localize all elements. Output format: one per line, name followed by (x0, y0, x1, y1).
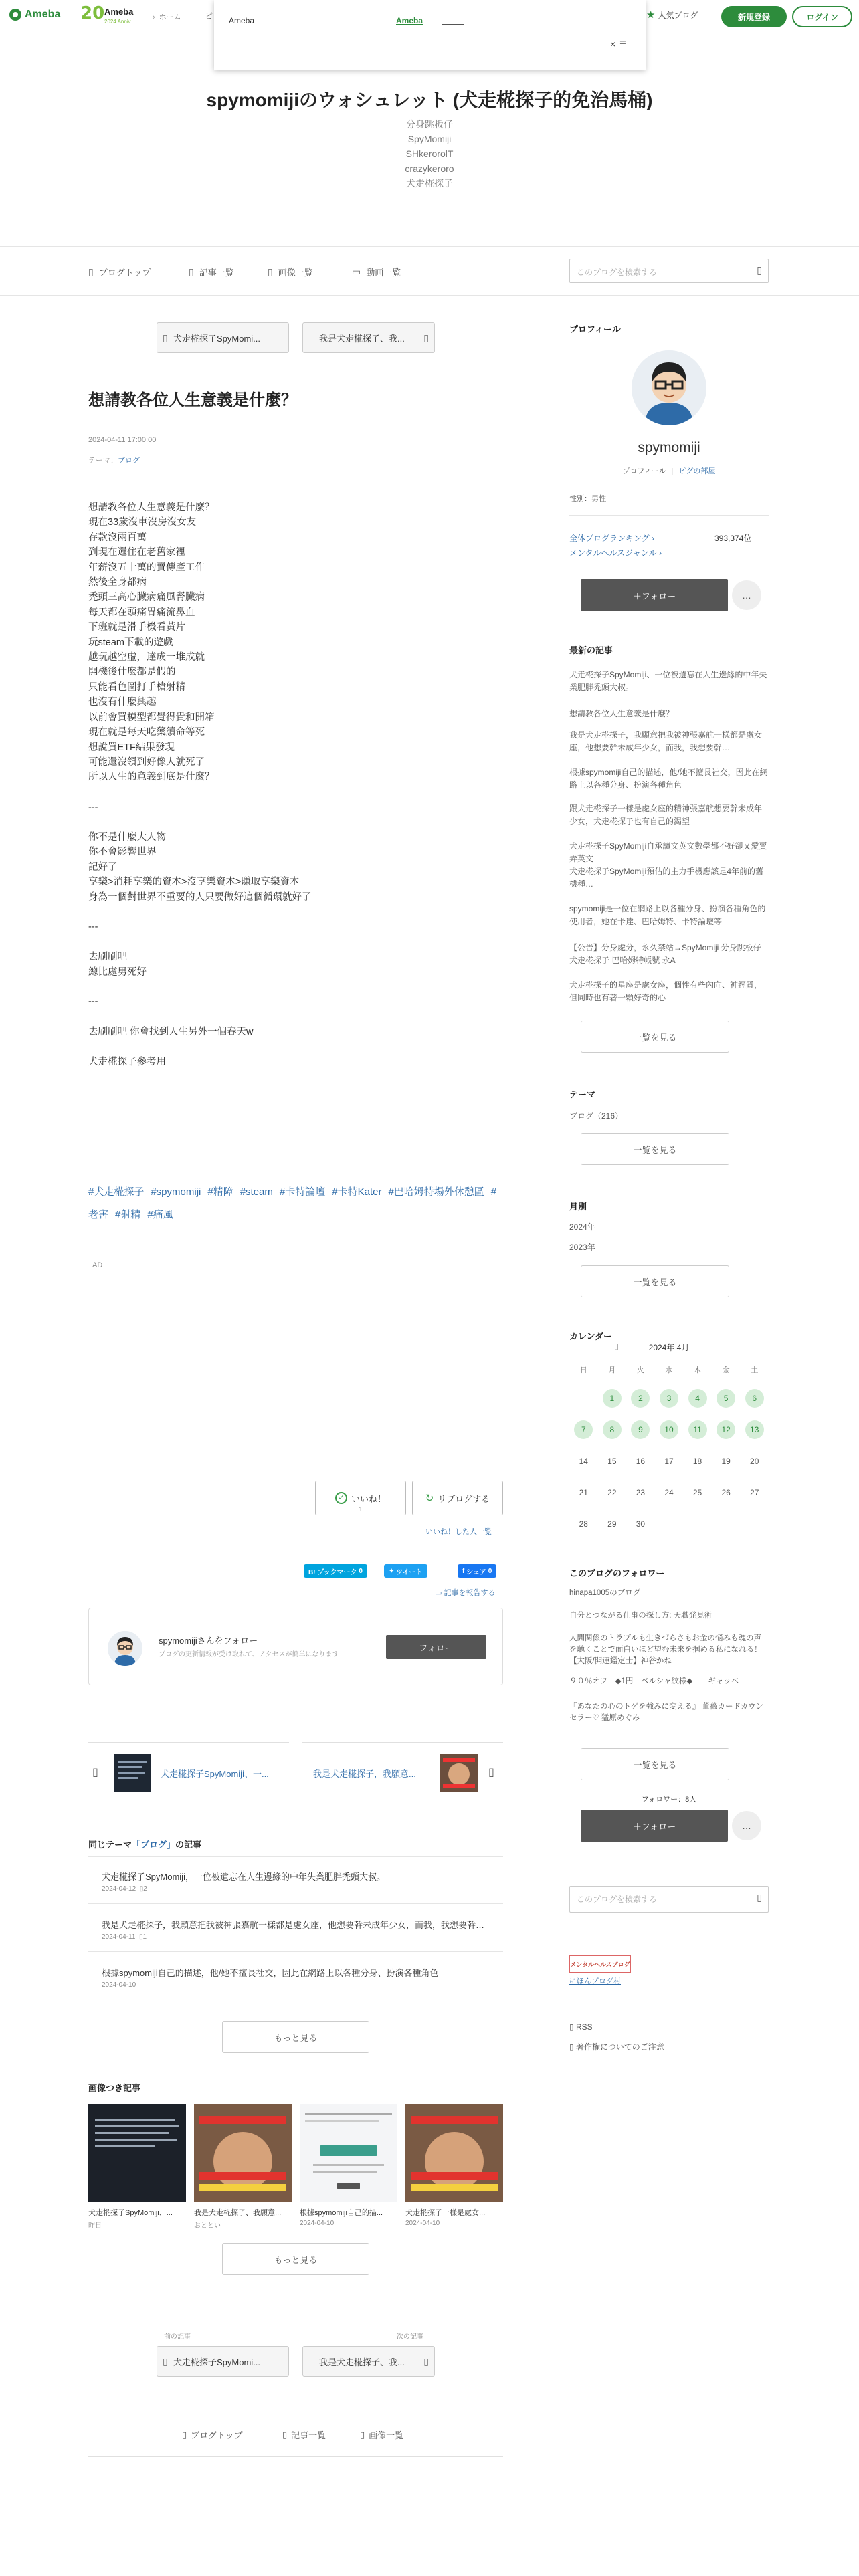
next-article-title: 我是犬走椛探子、我... (319, 333, 405, 344)
calendar-cell (683, 1388, 712, 1409)
follow-button[interactable]: ＋フォロー (581, 579, 728, 611)
calendar-cell (626, 1388, 655, 1409)
chevron-left-icon: ▯ (92, 1767, 98, 1778)
home-icon: ▯ (88, 266, 94, 277)
divider (88, 1951, 503, 1952)
genre-ranking-link[interactable]: メンタルヘルスジャンル › (569, 548, 662, 558)
prev-article-button[interactable] (157, 2346, 289, 2377)
calendar-day-posted[interactable]: 10 (660, 1420, 678, 1439)
nav-label: 動画一覧 (366, 267, 401, 278)
blog-description-line: SHkerorolT (405, 148, 454, 159)
followers-heading: このブログのフォロワー (569, 1568, 665, 1578)
hatena-label: B! ブックマーク (308, 1568, 357, 1576)
comment-icon: ▯ (139, 1885, 144, 1893)
calendar-day: 20 (750, 1457, 759, 1466)
popup-underline (442, 24, 464, 25)
image-post-date: 2024-04-10 (405, 2220, 440, 2227)
ameba-logo-icon (9, 9, 21, 21)
prev-article-title: 犬走椛探子SpyMomi... (173, 2357, 261, 2367)
tweet-label: ツイート (396, 1568, 423, 1576)
monthly-heading: 月別 (569, 1202, 587, 1212)
more-image-posts-button[interactable]: もっと見る (222, 2243, 369, 2275)
hashtag-link[interactable]: #痛風 (147, 1209, 173, 1220)
image-icon: ▯ (268, 266, 273, 277)
like-label: いいね！ (351, 1493, 386, 1504)
divider (88, 1856, 503, 1857)
follow-box-subtext: ブログの更新情報が受け取れて、アクセスが簡単になります (159, 1651, 339, 1658)
calendar-day-posted[interactable]: 4 (688, 1389, 707, 1408)
calendar-cell (740, 1419, 769, 1440)
twitter-icon: ✦ (389, 1567, 395, 1575)
calendar-weekday: 木 (694, 1366, 702, 1374)
avatar[interactable] (108, 1631, 142, 1666)
calendar-day: 17 (664, 1457, 674, 1466)
hashtag-link[interactable]: #犬走椛探子 (88, 1186, 145, 1198)
image-post-date: 昨日 (88, 2222, 102, 2230)
pigg-room-link[interactable]: ピグの部屋 (678, 467, 716, 475)
calendar-day-posted[interactable]: 12 (717, 1420, 735, 1439)
document-icon: ▯ (569, 2042, 574, 2052)
next-article-nav-title: 我是犬走椛探子，我願意... (313, 1769, 416, 1779)
thumbnail-image (405, 2104, 503, 2202)
post-date: 2024-04-11 17:00:00 (88, 436, 157, 444)
chevron-left-icon: ▯ (163, 2356, 168, 2367)
recent-post-link[interactable]: 跟犬走椛探子一樣是處女座的精神張嘉航想要幹未成年少女，犬走椛探子也有自己的渴望 (569, 804, 763, 826)
image-post-thumbnail (88, 2104, 186, 2202)
recent-post-link[interactable]: 我是犬走椛探子，我願意把我被神張嘉航一樣都是處女座，他想要幹未成年少女，而我，我想要幹… (569, 730, 763, 752)
image-posts-heading: 画像つき記事 (88, 2083, 141, 2093)
calendar-day-posted[interactable]: 11 (688, 1420, 707, 1439)
same-theme-item-meta (102, 1885, 147, 1893)
chevron-left-icon: ▯ (163, 332, 168, 343)
calendar-cell (740, 1388, 769, 1409)
same-theme-suffix: の記事 (175, 1840, 202, 1850)
like-count: 1 (359, 1506, 363, 1513)
ad-label: AD (92, 1261, 103, 1269)
list-icon: ▯ (282, 2429, 288, 2440)
overall-ranking-link[interactable]: 全体ブログランキング › (569, 534, 654, 543)
blog-description-line: crazykeroro (405, 163, 454, 174)
pigg-link[interactable]: ピ (205, 11, 213, 21)
nav-image-list[interactable] (268, 265, 313, 278)
image-icon: ▯ (360, 2429, 365, 2440)
ameba-logo[interactable] (9, 9, 60, 21)
image-post-card[interactable] (194, 2104, 292, 2230)
calendar-day: 19 (721, 1457, 731, 1466)
divider: | (671, 467, 674, 475)
nav-label: 記事一覧 (199, 267, 234, 278)
sidebar-search-input[interactable] (569, 1886, 769, 1913)
image-post-caption: 根據spymomiji自己的描... (300, 2209, 383, 2217)
calendar-day: 27 (750, 1488, 759, 1497)
blog-description (0, 117, 859, 191)
calendar-title: 2024年 4月 (648, 1343, 690, 1352)
prev-article-nav-title: 犬走椛探子SpyMomiji、一... (161, 1769, 269, 1779)
follower-blog-link[interactable]: 『あなたの心のトゲを強みに変える』 董薇カードカウンセラー♡ 猛原めぐみ (569, 1703, 764, 1722)
calendar-day: 26 (721, 1488, 731, 1497)
calendar-grid (569, 1362, 769, 1535)
calendar-day: 22 (607, 1488, 617, 1497)
reblog-button[interactable] (412, 1481, 503, 1515)
same-theme-item-title[interactable]: 我是犬走椛探子，我願意把我被神張嘉航一樣都是處女座，他想要幹未成年少女，而我，我想要幹… (102, 1920, 485, 1930)
global-nav (0, 246, 859, 296)
facebook-share-button[interactable] (458, 1564, 496, 1578)
search-input[interactable] (569, 259, 769, 283)
recent-post-link[interactable]: 想請教各位人生意義是什麼？ (569, 709, 674, 718)
follower-blog-link[interactable]: hinapa1005のブログ (569, 1589, 641, 1597)
blog-description-line: 分身跳板仔 (406, 119, 453, 130)
calendar-cell (598, 1419, 627, 1440)
hashtag-link[interactable]: #spymomiji (151, 1186, 201, 1198)
calendar-day-posted[interactable]: 1 (603, 1389, 622, 1408)
calendar-day: 14 (579, 1457, 588, 1466)
calendar-day-posted[interactable]: 8 (603, 1420, 622, 1439)
video-icon: ▭ (352, 266, 361, 277)
thumbnail-image (440, 1754, 478, 1792)
calendar-cell (712, 1419, 741, 1440)
calendar-empty-cell (655, 1513, 684, 1535)
calendar-empty-cell (569, 1388, 598, 1409)
follow-box-name: spymomijiさんをフォロー (159, 1636, 258, 1646)
calendar-day-posted[interactable]: 13 (745, 1420, 764, 1439)
calendar-cell (626, 1419, 655, 1440)
hatena-count: 0 (359, 1567, 363, 1575)
footer-nav-label: ブログトップ (191, 2430, 243, 2440)
calendar-day-posted[interactable]: 2 (631, 1389, 650, 1408)
footer-nav-blog-top[interactable] (182, 2428, 243, 2441)
nav-article-list[interactable] (189, 265, 234, 278)
same-theme-name[interactable]: 「ブログ」 (132, 1840, 176, 1850)
profile-link[interactable]: プロフィール (622, 467, 666, 475)
calendar-weekday: 火 (636, 1366, 644, 1374)
report-label: 記事を報告する (444, 1589, 496, 1597)
divider (569, 515, 769, 516)
footer-nav-image-list[interactable] (360, 2428, 403, 2441)
follow-box (88, 1608, 503, 1685)
chevron-right-icon: ▯ (423, 2356, 429, 2367)
same-theme-item-title[interactable]: 犬走椛探子SpyMomiji，一位被遺忘在人生邊緣的中年失業肥胖禿頭大叔。 (102, 1872, 385, 1882)
more-options-button[interactable]: … (732, 1811, 761, 1840)
calendar-day-posted[interactable]: 9 (631, 1420, 650, 1439)
calendar-weekday: 水 (665, 1366, 673, 1374)
search-icon[interactable]: ▯ (757, 1892, 762, 1903)
prev-article-title: 犬走椛探子SpyMomi... (173, 333, 261, 344)
rss-link[interactable] (569, 2022, 593, 2032)
calendar-day-posted[interactable]: 6 (745, 1389, 764, 1408)
hashtag-list (88, 1181, 503, 1226)
hashtag-link[interactable]: #卡特論壇 (279, 1186, 326, 1198)
comment-count: 2 (143, 1885, 147, 1893)
like-icon: ✓ (335, 1492, 347, 1504)
ranking-label: メンタルヘルスジャンル (569, 548, 657, 558)
calendar-cell (655, 1419, 684, 1440)
calendar-day: 24 (664, 1488, 674, 1497)
recent-post-link[interactable]: 犬走椛探子SpyMomiji預估的主力手機應該是4年前的舊機種… (569, 867, 764, 889)
calendar-day: 28 (579, 1519, 588, 1529)
prev-article-nav[interactable] (88, 1742, 289, 1802)
list-icon: ▯ (189, 266, 194, 277)
same-theme-heading (88, 1838, 201, 1850)
calendar-weekday: 金 (722, 1366, 730, 1374)
popup-link[interactable]: Ameba (396, 16, 423, 25)
home-link[interactable]: › ホーム (153, 11, 181, 22)
same-theme-prefix: 同じテーマ (88, 1840, 132, 1850)
chevron-right-icon: ▯ (423, 332, 429, 343)
theme-item-link[interactable]: ブログ（216） (569, 1111, 624, 1121)
anniversary-logo (80, 5, 138, 29)
calendar-day-posted[interactable]: 7 (574, 1420, 593, 1439)
recent-post-link[interactable]: spymomiji是一位在網路上以各種分身、扮演各種角色的使用者，她在卡達、巴哈姆特、卡特論壇等 (569, 904, 766, 926)
blog-description-line: SpyMomiji (407, 134, 452, 144)
calendar-cell (569, 1419, 598, 1440)
calendar-day: 16 (636, 1457, 646, 1466)
theme-heading: テーマ (569, 1089, 596, 1099)
prev-article-thumbnail (114, 1754, 151, 1792)
recent-posts-see-list-button[interactable]: 一覧を見る (581, 1021, 729, 1053)
mental-health-blog-banner[interactable]: メンタルヘルスブログ (569, 1955, 631, 1973)
calendar-prev-icon[interactable]: ▯ (614, 1341, 619, 1351)
profile-name[interactable]: spymomiji (638, 440, 700, 455)
image-post-caption: 犬走椛探子一樣是處女... (405, 2209, 486, 2217)
followers-see-list-button[interactable]: 一覧を見る (581, 1748, 729, 1780)
search-icon[interactable]: ▯ (757, 265, 762, 276)
recent-post-link[interactable]: 犬走椛探子的星座是處女座，個性有些內向、神經質，但同時也有著一顆好奇的心 (569, 980, 763, 1002)
facebook-count: 0 (488, 1567, 492, 1575)
hashtag-link[interactable]: #射精 (115, 1209, 141, 1220)
theme-see-list-button[interactable]: 一覧を見る (581, 1133, 729, 1165)
image-post-caption: 我是犬走椛探子、我願意... (194, 2209, 282, 2217)
profile-links (569, 465, 769, 476)
item-date: 2024-04-10 (102, 1981, 136, 1989)
anniversary-number: 20 (80, 3, 105, 23)
crown-icon: ★ (646, 9, 656, 21)
thumbnail-image (194, 2104, 292, 2202)
menu-icon[interactable]: ☰ (619, 38, 626, 46)
calendar-cell (683, 1419, 712, 1440)
hashtag-link[interactable]: #老害 (88, 1186, 497, 1220)
follow-button[interactable]: フォロー (386, 1635, 486, 1659)
facebook-label: シェア (466, 1568, 486, 1576)
hashtag-link[interactable]: #巴哈姆特場外休憩區 (388, 1186, 484, 1198)
item-date: 2024-04-12 (102, 1885, 136, 1893)
follower-blog-link[interactable]: ９０％オフ ◆1円 ベルシャ紋様◆ ギャッベ (569, 1677, 739, 1685)
profile-gender: 性別：男性 (569, 495, 606, 503)
image-post-date: 2024-04-10 (300, 2220, 335, 2227)
recent-post-link[interactable]: 犬走椛探子SpyMomiji、一位被遺忘在人生邊緣的中年失業肥胖禿頭大叔。 (569, 670, 767, 692)
footer-nav (88, 2409, 503, 2457)
same-theme-item-meta (102, 1933, 147, 1941)
next-article-label: 次の記事 (397, 2333, 423, 2341)
calendar-cell (712, 1388, 741, 1409)
calendar-day: 30 (636, 1519, 646, 1529)
post-body: 想請教各位人生意義是什麼？ 現在33歲沒車沒房沒女友 存款沒兩百萬 到現在還住在老舊家裡 年薪沒五十萬的賣傳產工作 然後全身都病 禿頭三高心臟病痛風腎臟病 每天都在頭痛胃痛流鼻血 下班就是滑手機看黃片 玩steam下載的遊戲 越玩越空虛，達成一堆成就 開機後什麼都是假的 只能看色圖打手槍射精 也沒有什麼興趣 以前會買模型都覺得貴和開箱 現在就是每天吃藥續命等死 想說買ETF結果發現 可能還沒領到好像人就死了 所以人生的意義到底是什麼？ --- 你不是什麼大人物 你不會影響世界 記好了 享樂>消耗享樂的資本>沒享樂資本>賺取享樂資本 身為一個對世界不重要的人只要做好這個循環就好了 --- 去刷刷吧 總比處男死好 --- 去刷刷吧 你會找到人生另外一個春天w 犬走椛探子參考用 (88, 502, 312, 1068)
nav-blog-top[interactable] (88, 265, 151, 278)
calendar-day: 21 (579, 1488, 588, 1497)
calendar-day: 29 (607, 1519, 617, 1529)
image-post-card[interactable] (405, 2104, 503, 2227)
chevron-right-icon: ▯ (488, 1767, 494, 1778)
image-post-card[interactable] (88, 2104, 186, 2230)
comment-count: 1 (142, 1933, 147, 1941)
thumbnail-image (114, 1754, 151, 1792)
monthly-see-list-button[interactable]: 一覧を見る (581, 1265, 729, 1297)
follow-button[interactable]: ＋フォロー (581, 1810, 728, 1842)
same-theme-item-title[interactable]: 根據spymomiji自己的描述，他/她不擅長社交，因此在網路上以各種分身、扮演各種角色 (102, 1968, 439, 1978)
divider (88, 1903, 503, 1904)
prev-article-button[interactable] (157, 322, 289, 353)
popular-blogs-link[interactable] (646, 9, 698, 21)
thumbnail-image (300, 2104, 397, 2202)
calendar-day: 23 (636, 1488, 646, 1497)
image-post-thumbnail (300, 2104, 397, 2202)
hashtag-link[interactable]: #卡特Kater (332, 1186, 382, 1198)
nav-video-list[interactable] (352, 265, 401, 278)
search-placeholder: このブログを検索する (577, 1895, 658, 1904)
popular-blogs-label: 人気ブログ (658, 10, 698, 20)
calendar-weekday: 月 (608, 1366, 616, 1374)
rss-icon: ▯ (569, 2022, 574, 2032)
same-theme-item-meta (102, 1981, 136, 1989)
facebook-icon: f (462, 1567, 465, 1575)
nihon-blog-mura-link[interactable]: にほんブログ村 (569, 1977, 621, 1985)
overall-ranking-value: 393,374位 (714, 534, 752, 543)
post-theme-label: テーマ： (88, 457, 118, 465)
next-article-button[interactable] (302, 2346, 435, 2377)
comment-icon: ▯ (138, 1933, 143, 1941)
recent-post-link[interactable]: 【公告】分身處分，永久禁站→SpyMomiji 分身跳板仔 犬走椛探子 巴哈姆特帳號 永A (569, 943, 761, 965)
report-article-link[interactable] (435, 1587, 495, 1598)
recent-post-link[interactable]: 根據spymomiji自己的描述，他/她不擅長社交，因此在網路上以各種分身、扮演各種角色 (569, 768, 768, 790)
overlay-popup (214, 0, 646, 70)
profile-heading: プロフィール (569, 324, 621, 334)
calendar-day-posted[interactable]: 5 (717, 1389, 735, 1408)
next-article-nav[interactable] (302, 1742, 503, 1802)
next-article-thumbnail (440, 1754, 478, 1792)
image-post-thumbnail (405, 2104, 503, 2202)
calendar-weekday: 土 (751, 1366, 759, 1374)
item-date: 2024-04-11 (102, 1933, 136, 1941)
image-post-thumbnail (194, 2104, 292, 2202)
calendar-empty-cell (683, 1513, 712, 1535)
blog-title[interactable]: spymomijiのウォシュレット (犬走椛探子的免治馬桶) (206, 90, 653, 110)
calendar-empty-cell (740, 1513, 769, 1535)
ameba-logo-text: Ameba (25, 9, 61, 20)
blog-description-line: 犬走椛探子 (406, 178, 453, 189)
calendar-day: 15 (607, 1457, 617, 1466)
copyright-notice-link[interactable] (569, 2041, 664, 2052)
hashtag-link[interactable]: #steam (240, 1186, 273, 1198)
footer-nav-article-list[interactable] (282, 2428, 326, 2441)
calendar-empty-cell (712, 1513, 741, 1535)
close-icon[interactable]: × (610, 39, 616, 49)
login-button[interactable]: ログイン (792, 6, 852, 27)
tweet-button[interactable] (384, 1564, 427, 1578)
hashtag-link[interactable]: #精障 (207, 1186, 233, 1198)
follower-blog-link[interactable]: 人間関係のトラブルも生きづらさもお金の悩みも魂の声を聴くことで面白いほど望む未来を掴める私になれる！【大阪/開運鑑定士】神谷かね (569, 1634, 762, 1665)
anniversary-bottom-text: 2024 Anniv. (104, 19, 132, 25)
next-article-button[interactable] (302, 322, 435, 353)
footer-nav-label: 画像一覧 (369, 2430, 404, 2440)
avatar-image (108, 1631, 142, 1666)
reblog-label: リブログする (438, 1493, 490, 1504)
reblog-icon: ↻ (425, 1493, 434, 1504)
image-post-card[interactable] (300, 2104, 397, 2227)
post-title[interactable]: 想請教各位人生意義是什麼？ (88, 391, 297, 409)
calendar-cell (598, 1388, 627, 1409)
search-placeholder: このブログを検索する (577, 267, 658, 277)
popup-title: Ameba (229, 16, 255, 25)
follower-blog-link[interactable]: 自分とつながる仕事の探し方: 天職発見術 (569, 1612, 712, 1620)
report-icon: ▭ (435, 1589, 442, 1597)
next-article-title: 我是犬走椛探子、我... (319, 2357, 405, 2367)
more-options-button[interactable]: … (732, 580, 761, 610)
rss-label: RSS (575, 2022, 593, 2032)
recent-posts-heading: 最新の記事 (569, 645, 613, 655)
post-theme-link[interactable]: ブログ (118, 457, 140, 465)
nav-label: 画像一覧 (278, 267, 313, 278)
calendar-day: 25 (692, 1488, 702, 1497)
ranking-label: 全体ブログランキング (569, 534, 650, 543)
register-button[interactable]: 新規登録 (721, 6, 787, 27)
home-icon: ▯ (182, 2429, 187, 2440)
nav-label: ブログトップ (98, 267, 151, 278)
calendar-heading: カレンダー (569, 1331, 613, 1341)
footer-nav-label: 記事一覧 (291, 2430, 326, 2440)
month-link[interactable]: 2024年 (569, 1222, 595, 1232)
recent-post-link[interactable]: 犬走椛探子SpyMomiji自承讀文英文數學都不好卻又愛賣弄英文 (569, 841, 767, 863)
anniversary-top-text: Ameba (104, 7, 134, 17)
image-post-caption: 犬走椛探子SpyMomiji、... (88, 2209, 173, 2217)
calendar-weekday: 日 (579, 1366, 587, 1374)
post-theme (88, 455, 140, 465)
month-link[interactable]: 2023年 (569, 1243, 595, 1252)
avatar-image (632, 350, 706, 425)
image-post-date: おととい (194, 2222, 221, 2230)
calendar-cell (655, 1388, 684, 1409)
profile-avatar[interactable] (632, 350, 706, 425)
copyright-label: 著作権についてのご注意 (575, 2042, 664, 2052)
calendar-day-posted[interactable]: 3 (660, 1389, 678, 1408)
calendar-day: 18 (692, 1457, 702, 1466)
hatena-bookmark-button[interactable] (304, 1564, 367, 1578)
like-people-link[interactable]: いいね！した人一覧 (425, 1528, 492, 1536)
more-articles-button[interactable]: もっと見る (222, 2021, 369, 2053)
prev-article-label: 前の記事 (164, 2333, 191, 2341)
thumbnail-image (88, 2104, 186, 2202)
follower-count: フォロワー：8人 (641, 1796, 697, 1804)
